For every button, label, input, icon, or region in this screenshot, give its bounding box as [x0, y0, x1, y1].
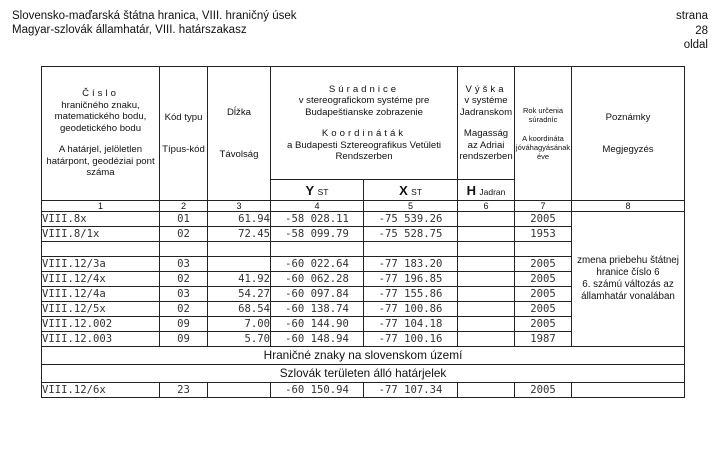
- cell-type-code: 02: [160, 227, 208, 242]
- cell-point-id: VIII.8x: [42, 212, 160, 227]
- column-number: 1: [42, 201, 160, 212]
- cell-point-id: VIII.8/1x: [42, 227, 160, 242]
- table-row: [42, 383, 685, 398]
- cell-type-code: 23: [160, 383, 208, 398]
- cell-h: [458, 317, 515, 332]
- cell-year: 2005: [515, 287, 572, 302]
- cell-h: [458, 227, 515, 242]
- cell-type-code: 09: [160, 332, 208, 347]
- cell-length: 5.70: [208, 332, 271, 347]
- cell-h: [458, 257, 515, 272]
- axis-h-label: H Jadran: [458, 180, 515, 201]
- cell-type-code: 02: [160, 302, 208, 317]
- cell-y: -60 148.94: [271, 332, 364, 347]
- cell-y: [271, 242, 364, 257]
- cell-h: [458, 287, 515, 302]
- header-height: Výška v systéme Jadranskom Magasság az Adriai rendszerben: [458, 67, 515, 180]
- cell-h: [458, 302, 515, 317]
- cell-year: 2005: [515, 212, 572, 227]
- cell-point-id: VIII.12/3a: [42, 257, 160, 272]
- cell-h: [458, 272, 515, 287]
- column-number: 4: [271, 201, 364, 212]
- cell-y: -58 028.11: [271, 212, 364, 227]
- cell-point-id: VIII.12.002: [42, 317, 160, 332]
- column-number: 6: [458, 201, 515, 212]
- cell-point-id: VIII.12/5x: [42, 302, 160, 317]
- cell-year: 1987: [515, 332, 572, 347]
- cell-type-code: 01: [160, 212, 208, 227]
- cell-h: [458, 242, 515, 257]
- cell-length: 68.54: [208, 302, 271, 317]
- cell-notes: zmena priebehu štátnej hranice číslo 6 6. számú változás az államhatár vonalában: [572, 212, 685, 347]
- cell-year: [515, 242, 572, 257]
- column-number: 3: [208, 201, 271, 212]
- cell-notes: [572, 383, 685, 398]
- header-point-number: Číslo hraničného znaku, matematického bodu, geodetického bodu A határjel, jelöletlen határpont, geodéziai pont száma: [42, 67, 160, 201]
- header-notes: Poznámky Megjegyzés: [572, 67, 685, 201]
- cell-x: -77 196.85: [364, 272, 458, 287]
- page-indicator: [676, 9, 708, 53]
- column-number: 8: [572, 201, 685, 212]
- cell-point-id: VIII.12/4a: [42, 287, 160, 302]
- cell-type-code: 09: [160, 317, 208, 332]
- cell-x: -77 100.16: [364, 332, 458, 347]
- cell-length: [208, 242, 271, 257]
- cell-length: [208, 257, 271, 272]
- cell-point-id: VIII.12/6x: [42, 383, 160, 398]
- cell-year: 2005: [515, 257, 572, 272]
- cell-point-id: VIII.12.003: [42, 332, 160, 347]
- header-row: [42, 67, 685, 180]
- header-title-sk: Slovensko-maďarská štátna hranica, VIII. hraničný úsek: [12, 10, 297, 22]
- cell-h: [458, 212, 515, 227]
- page-number: 28: [695, 24, 708, 37]
- cell-x: -75 539.26: [364, 212, 458, 227]
- cell-type-code: 02: [160, 272, 208, 287]
- section-title-hu: Szlovák területen álló határjelek: [42, 365, 685, 383]
- cell-length: 41.92: [208, 272, 271, 287]
- page-label-hu: oldal: [683, 39, 708, 51]
- cell-y: -60 144.90: [271, 317, 364, 332]
- axis-y-label: Y ST: [271, 180, 364, 201]
- header-type-code: Kód typu Típus-kód: [160, 67, 208, 201]
- cell-x: -77 183.20: [364, 257, 458, 272]
- cell-x: -77 107.34: [364, 383, 458, 398]
- cell-y: -60 150.94: [271, 383, 364, 398]
- header-year: Rok určenia súradníc A koordináta jóváhagyásának éve: [515, 67, 572, 201]
- cell-y: -58 099.79: [271, 227, 364, 242]
- table-row: [42, 212, 685, 227]
- cell-x: [364, 242, 458, 257]
- section-title-sk: Hraničné znaky na slovenskom území: [42, 347, 685, 365]
- cell-h: [458, 332, 515, 347]
- cell-x: -77 155.86: [364, 287, 458, 302]
- cell-type-code: 03: [160, 257, 208, 272]
- cell-length: 54.27: [208, 287, 271, 302]
- cell-length: [208, 383, 271, 398]
- cell-x: -77 104.18: [364, 317, 458, 332]
- cell-year: 2005: [515, 383, 572, 398]
- cell-x: -75 528.75: [364, 227, 458, 242]
- cell-length: 61.94: [208, 212, 271, 227]
- cell-type-code: 03: [160, 287, 208, 302]
- cell-year: 2005: [515, 302, 572, 317]
- column-number: 7: [515, 201, 572, 212]
- cell-x: -77 100.86: [364, 302, 458, 317]
- header-coordinates: Súradnice v stereografickom systéme pre Budapeštianske zobrazenie Koordináták a Budapesti Sztereografikus Vetületi Rendszerben: [271, 67, 458, 180]
- header-length: Dĺžka Távolság: [208, 67, 271, 201]
- coordinates-table: [41, 66, 685, 398]
- cell-type-code: [160, 242, 208, 257]
- cell-h: [458, 383, 515, 398]
- cell-y: -60 138.74: [271, 302, 364, 317]
- column-number: 2: [160, 201, 208, 212]
- cell-y: -60 022.64: [271, 257, 364, 272]
- cell-length: 72.45: [208, 227, 271, 242]
- cell-year: 1953: [515, 227, 572, 242]
- cell-point-id: [42, 242, 160, 257]
- cell-y: -60 062.28: [271, 272, 364, 287]
- column-number-row: [42, 201, 685, 212]
- column-number: 5: [364, 201, 458, 212]
- cell-length: 7.00: [208, 317, 271, 332]
- page-label-sk: strana: [676, 10, 708, 22]
- cell-year: 2005: [515, 272, 572, 287]
- header-title-hu: Magyar-szlovák államhatár, VIII. határszakasz: [12, 24, 247, 36]
- document-header: [12, 9, 296, 37]
- cell-year: 2005: [515, 317, 572, 332]
- cell-y: -60 097.84: [271, 287, 364, 302]
- section-row: [42, 365, 685, 383]
- section-row: [42, 347, 685, 365]
- axis-x-label: X ST: [364, 180, 458, 201]
- cell-point-id: VIII.12/4x: [42, 272, 160, 287]
